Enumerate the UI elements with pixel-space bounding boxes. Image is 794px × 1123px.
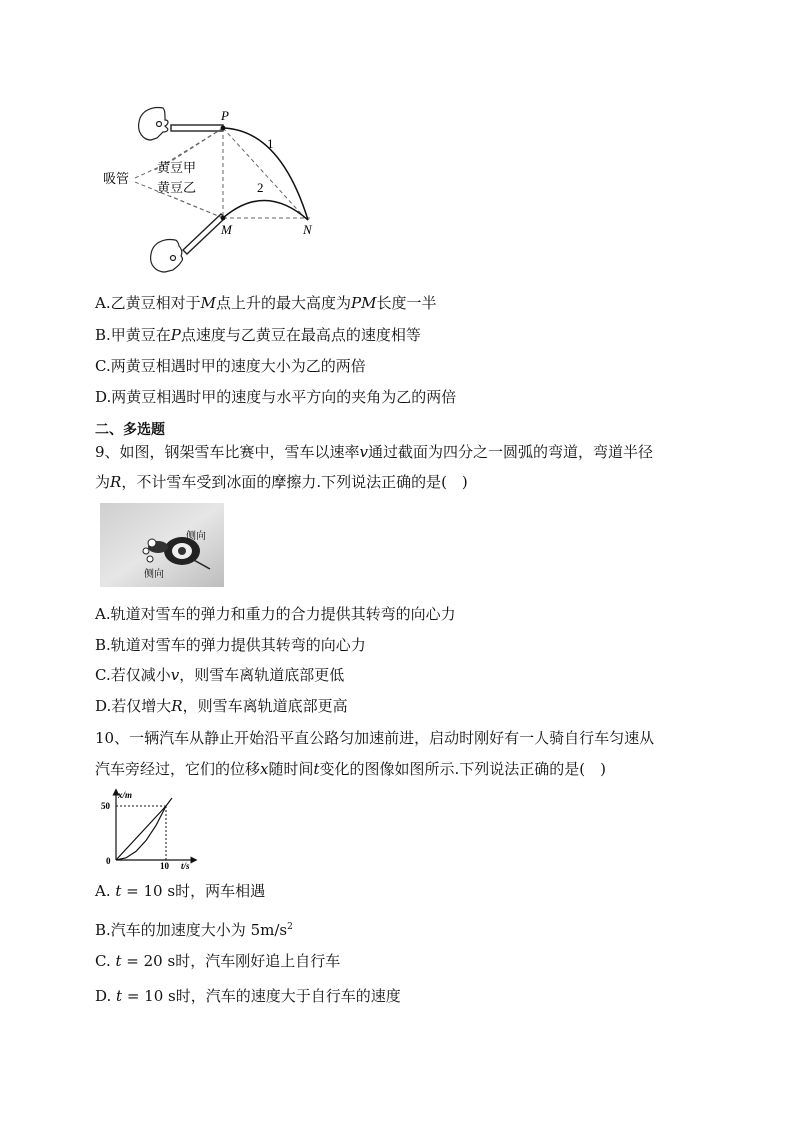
label-n: N: [303, 222, 312, 237]
section-heading: 二、多选题: [95, 422, 165, 438]
q10-option-b: B.汽车的加速度大小为 $5m/s^2$: [95, 921, 293, 939]
lower-straw: [183, 214, 225, 254]
q9-option-d: D.若仅增大R，则雪车离轨道底部更高: [95, 697, 348, 715]
q10-option-d: D. t = 10 s时，汽车的速度大于自行车的速度: [95, 987, 401, 1005]
upper-straw: [171, 125, 223, 131]
bean-trajectory-figure: [95, 100, 335, 280]
xt-graph: [98, 788, 198, 872]
label-1: 1: [267, 136, 274, 151]
q9-stem-line1: 9、如图，钢架雪车比赛中，雪车以速率v通过截面为四分之一圆弧的弯道，弯道半径: [95, 443, 654, 461]
photo-label-2: 侧向: [144, 569, 164, 580]
q9-option-c: C.若仅减小v，则雪车离轨道底部更低: [95, 666, 345, 684]
q9-stem-line2: 为R，不计雪车受到冰面的摩擦力.下列说法正确的是( ): [95, 473, 468, 491]
series-line-1: [116, 806, 166, 860]
x-axis-label: t/s: [181, 861, 190, 871]
q10-option-a: A. t = 10 s时，两车相遇: [95, 882, 266, 900]
trajectory-1: [223, 128, 308, 220]
q9-option-a: A.轨道对雪车的弹力和重力的合力提供其转弯的向心力: [95, 605, 456, 623]
bobsled-photo: [100, 503, 224, 587]
q10-stem-line1: 10、一辆汽车从静止开始沿平直公路匀加速前进，启动时刚好有一人骑自行车匀速从: [95, 729, 655, 747]
origin-label: 0: [106, 856, 111, 866]
q10-stem-line2: 汽车旁经过，它们的位移x随时间t变化的图像如图所示.下列说法正确的是( ): [95, 760, 607, 778]
label-p: P: [221, 108, 229, 123]
point-p: [221, 126, 226, 131]
label-bean-a: 黄豆甲: [157, 161, 197, 176]
upper-person-icon: [139, 108, 168, 140]
q8-option-c: C.两黄豆相遇时甲的速度大小为乙的两倍: [95, 357, 366, 375]
lower-person-icon: [151, 240, 183, 272]
photo-label-1: 侧向: [186, 531, 206, 542]
q8-option-a: A.乙黄豆相对于M点上升的最大高度为PM长度一半: [95, 294, 437, 312]
q8-option-b: B.甲黄豆在P点速度与乙黄豆在最高点的速度相等: [95, 326, 421, 344]
x-tick-10: 10: [160, 861, 169, 871]
trajectory-2: [223, 200, 308, 220]
label-straw: 吸管: [103, 172, 130, 187]
series-extension: [166, 798, 172, 806]
q10-option-c: C. t = 20 s时，汽车刚好追上自行车: [95, 952, 341, 970]
label-2: 2: [257, 180, 264, 195]
label-m: M: [221, 222, 232, 237]
q8-option-d: D.两黄豆相遇时甲的速度与水平方向的夹角为乙的两倍: [95, 388, 457, 406]
q9-option-b: B.轨道对雪车的弹力提供其转弯的向心力: [95, 636, 366, 654]
y-axis-label: x/m: [118, 790, 133, 800]
point-m: [221, 216, 226, 221]
label-bean-b: 黄豆乙: [157, 181, 197, 196]
y-tick-50: 50: [101, 801, 110, 811]
